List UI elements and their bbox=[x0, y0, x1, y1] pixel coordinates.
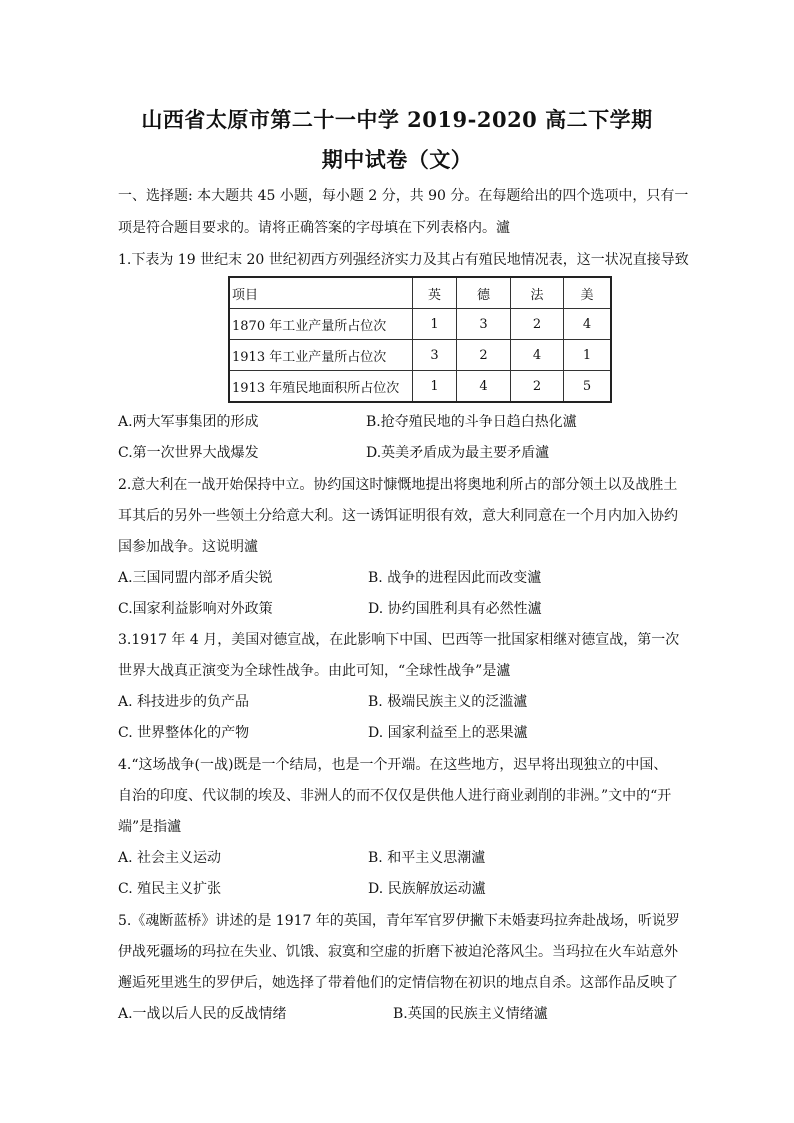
q4-stem-line-3: 端”是指瀘 bbox=[118, 819, 182, 835]
table-cell: 3 bbox=[457, 309, 511, 340]
table-cell: 1 bbox=[413, 371, 457, 403]
exam-subtitle: 期中试卷（文） bbox=[321, 147, 473, 172]
q3-option-a: A. 科技进步的负产品 bbox=[118, 694, 250, 710]
q2-stem-line-3: 国参加战争。这说明瀘 bbox=[118, 539, 258, 555]
q1-stem: 1.下表为 19 世纪末 20 世纪初西方列强经济实力及其占有殖民地情况表，这一状况直接导致 bbox=[118, 252, 689, 268]
table-header-row bbox=[229, 277, 611, 309]
table-header-cell: 德 bbox=[457, 277, 511, 309]
q3-option-d: D. 国家利益至上的恶果瀘 bbox=[368, 725, 528, 741]
q4-option-c: C. 殖民主义扩张 bbox=[118, 881, 222, 897]
table-row bbox=[229, 371, 611, 403]
instructions-line-1: 一、选择题: 本大题共 45 小题，每小题 2 分，共 90 分。在每题给出的四个选项中，只有一 bbox=[118, 188, 689, 204]
q2-option-a: A.三国同盟内部矛盾尖锐 bbox=[118, 570, 273, 586]
table-row bbox=[229, 309, 611, 340]
table-cell: 5 bbox=[564, 371, 612, 403]
table-header-cell: 项目 bbox=[229, 277, 413, 309]
q5-stem-line-2: 伊战死疆场的玛拉在失业、饥饿、寂寞和空虚的折磨下被迫沦落风尘。当玛拉在火车站意外 bbox=[118, 944, 678, 960]
table-cell: 1913 年殖民地面积所占位次 bbox=[229, 371, 413, 403]
table-header-cell: 英 bbox=[413, 277, 457, 309]
q2-stem-line-2: 耳其后的另外一些领土分给意大利。这一诱饵证明很有效，意大利同意在一个月内加入协约 bbox=[118, 508, 678, 524]
table-cell: 1870 年工业产量所占位次 bbox=[229, 309, 413, 340]
q2-option-d: D. 协约国胜利具有必然性瀘 bbox=[368, 601, 542, 617]
q5-option-a: A.一战以后人民的反战情绪 bbox=[118, 1006, 287, 1022]
q1-option-a: A.两大军事集团的形成 bbox=[118, 414, 259, 430]
q1-data-table bbox=[228, 276, 612, 403]
q2-option-c: C.国家利益影响对外政策 bbox=[118, 601, 273, 617]
table-row bbox=[229, 340, 611, 371]
q3-option-c: C. 世界整体化的产物 bbox=[118, 725, 250, 741]
table-cell: 2 bbox=[511, 309, 564, 340]
table-cell: 4 bbox=[511, 340, 564, 371]
q3-stem-line-2: 世界大战真正演变为全球性战争。由此可知，“全球性战争”是瀘 bbox=[118, 663, 511, 679]
table-cell: 4 bbox=[457, 371, 511, 403]
q3-stem-line-1: 3.1917 年 4 月，美国对德宣战，在此影响下中国、巴西等一批国家相继对德宣战，第一次 bbox=[118, 632, 680, 648]
table-cell: 2 bbox=[511, 371, 564, 403]
instructions-line-2: 项是符合题目要求的。请将正确答案的字母填在下列表格内。瀘 bbox=[118, 220, 510, 236]
q4-stem-line-2: 自治的印度、代议制的埃及、非洲人的而不仅仅是供他人进行商业剥削的非洲。”文中的“开 bbox=[118, 788, 672, 804]
table-header-cell: 法 bbox=[511, 277, 564, 309]
table-cell: 1 bbox=[413, 309, 457, 340]
table-cell: 2 bbox=[457, 340, 511, 371]
q4-option-d: D. 民族解放运动瀘 bbox=[368, 881, 486, 897]
exam-title: 山西省太原市第二十一中学 2019-2020 高二下学期 bbox=[141, 107, 653, 132]
table-cell: 3 bbox=[413, 340, 457, 371]
q3-option-b: B. 极端民族主义的泛滥瀘 bbox=[368, 694, 528, 710]
q4-option-b: B. 和平主义思潮瀘 bbox=[368, 850, 486, 866]
q4-option-a: A. 社会主义运动 bbox=[118, 850, 222, 866]
q4-stem-line-1: 4.“这场战争(一战)既是一个结局，也是一个开端。在这些地方，迟早将出现独立的中国、 bbox=[118, 757, 668, 773]
q1-option-c: C.第一次世界大战爆发 bbox=[118, 445, 259, 461]
q2-stem-line-1: 2.意大利在一战开始保持中立。协约国这时慷慨地提出将奥地利所占的部分领土以及战胜土 bbox=[118, 477, 678, 493]
q1-option-d: D.英美矛盾成为最主要矛盾瀘 bbox=[366, 445, 550, 461]
q2-option-b: B. 战争的进程因此而改变瀘 bbox=[368, 570, 542, 586]
table-cell: 1913 年工业产量所占位次 bbox=[229, 340, 413, 371]
table-cell: 1 bbox=[564, 340, 612, 371]
table-header-cell: 美 bbox=[564, 277, 612, 309]
q5-stem-line-3: 邂逅死里逃生的罗伊后，她选择了带着他们的定情信物在初识的地点自杀。这部作品反映了 bbox=[118, 975, 678, 991]
q1-option-b: B.抢夺殖民地的斗争日趋白热化瀘 bbox=[366, 414, 577, 430]
q5-stem-line-1: 5.《魂断蓝桥》讲述的是 1917 年的英国，青年军官罗伊撇下未婚妻玛拉奔赴战场，听说罗 bbox=[118, 913, 680, 929]
table-cell: 4 bbox=[564, 309, 612, 340]
q5-option-b: B.英国的民族主义情绪瀘 bbox=[393, 1006, 548, 1022]
